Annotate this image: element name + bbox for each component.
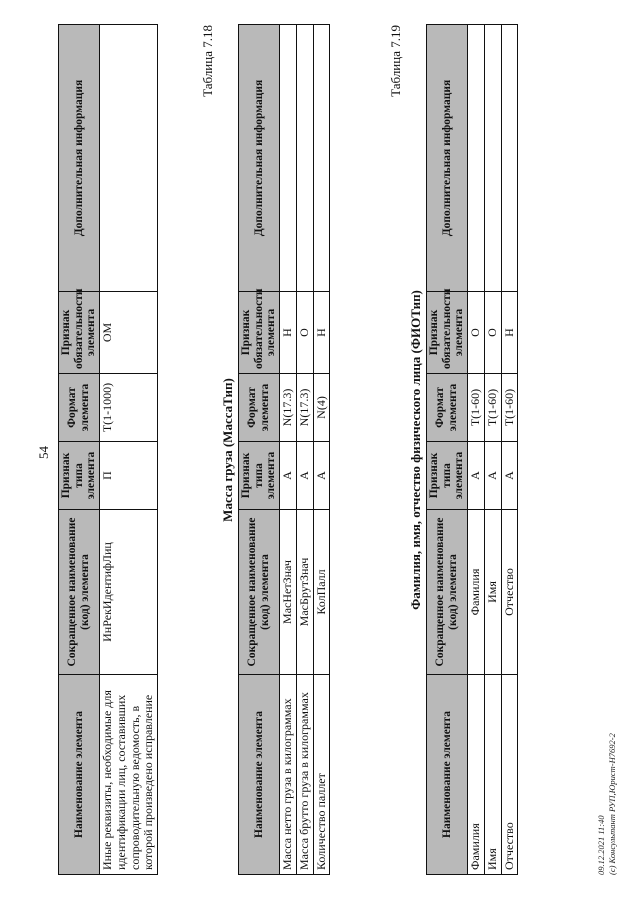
cell-format: N(17.3) [279,374,296,442]
table-row [296,25,313,875]
header-format: Формат элемента [239,374,280,442]
table-7-19-title: Фамилия, имя, отчество физического лица (ФИОТип) [408,290,423,610]
header-type-sign: Признак типа элемента [239,442,280,510]
cell-extra [467,25,484,292]
cell-short-name: ИнРекИдентифЛиц [99,510,157,675]
header-name: Наименование элемента [239,675,280,875]
print-source: (c) Консультант РУП,Юрист-Н7692-2 [606,733,617,875]
table-header-row [427,25,468,875]
cell-mandatory: Н [279,292,296,374]
page-number: 54 [36,446,51,459]
cell-format: T(1-60) [467,374,484,442]
cell-mandatory: О [296,292,313,374]
cell-type-sign: А [313,442,330,510]
cell-name: Масса нетто груза в килограммах [279,675,296,875]
cell-mandatory: О [484,292,501,374]
table-7-19-caption: Таблица 7.19 [388,25,403,97]
header-extra: Дополнительная информация [239,25,280,292]
cell-name: Имя [484,675,501,875]
cell-mandatory: ОМ [99,292,157,374]
table-row [467,25,484,875]
cell-name: Количество паллет [313,675,330,875]
header-extra: Дополнительная информация [59,25,100,292]
table-header-row [239,25,280,875]
cell-type-sign: А [484,442,501,510]
cell-name: Отчество [501,675,518,875]
cell-extra [501,25,518,292]
cell-short-name: МасБрутЗнач [296,510,313,675]
cell-extra [296,25,313,292]
header-mandatory: Признак обязательности элемента [239,292,280,374]
header-short-name: Сокращенное наименование (код) элемента [427,510,468,675]
cell-mandatory: Н [313,292,330,374]
cell-type-sign: А [501,442,518,510]
cell-short-name: Фамилия [467,510,484,675]
table-header-row [59,25,100,875]
cell-format: T(1-1000) [99,374,157,442]
cell-type-sign: А [279,442,296,510]
cell-short-name: КолПалл [313,510,330,675]
table-7-19 [426,24,518,875]
cell-name: Масса брутто груза в килограммах [296,675,313,875]
print-date: 09.12.2021 11:40 [596,815,606,875]
table-row [313,25,330,875]
cell-format: N(17.3) [296,374,313,442]
header-type-sign: Признак типа элемента [59,442,100,510]
table-7-18-title: Масса груза (МассаТип) [220,378,235,522]
cell-short-name: Отчество [501,510,518,675]
cell-short-name: Имя [484,510,501,675]
cell-type-sign: А [296,442,313,510]
cell-format: N(4) [313,374,330,442]
header-format: Формат элемента [427,374,468,442]
cell-name: Иные реквизиты, необходимые для идентификации лиц, составивших сопроводительную ведомость, в которой произведено исправление [99,675,157,875]
cell-mandatory: Н [501,292,518,374]
header-mandatory: Признак обязательности элемента [59,292,100,374]
table-row [99,25,157,875]
cell-mandatory: О [467,292,484,374]
table-row [279,25,296,875]
table-continuation [58,24,158,875]
cell-name: Фамилия [467,675,484,875]
cell-extra [313,25,330,292]
print-footer [596,733,617,875]
header-type-sign: Признак типа элемента [427,442,468,510]
cell-short-name: МасНетЗнач [279,510,296,675]
header-format: Формат элемента [59,374,100,442]
header-extra: Дополнительная информация [427,25,468,292]
table-row [484,25,501,875]
cell-format: T(1-60) [484,374,501,442]
table-7-18-caption: Таблица 7.18 [200,25,215,97]
cell-type-sign: П [99,442,157,510]
header-short-name: Сокращенное наименование (код) элемента [239,510,280,675]
cell-extra [484,25,501,292]
header-name: Наименование элемента [427,675,468,875]
table-row [501,25,518,875]
cell-type-sign: А [467,442,484,510]
header-name: Наименование элемента [59,675,100,875]
table-7-18 [238,24,330,875]
cell-extra [99,25,157,292]
cell-extra [279,25,296,292]
header-short-name: Сокращенное наименование (код) элемента [59,510,100,675]
cell-format: T(1-60) [501,374,518,442]
header-mandatory: Признак обязательности элемента [427,292,468,374]
